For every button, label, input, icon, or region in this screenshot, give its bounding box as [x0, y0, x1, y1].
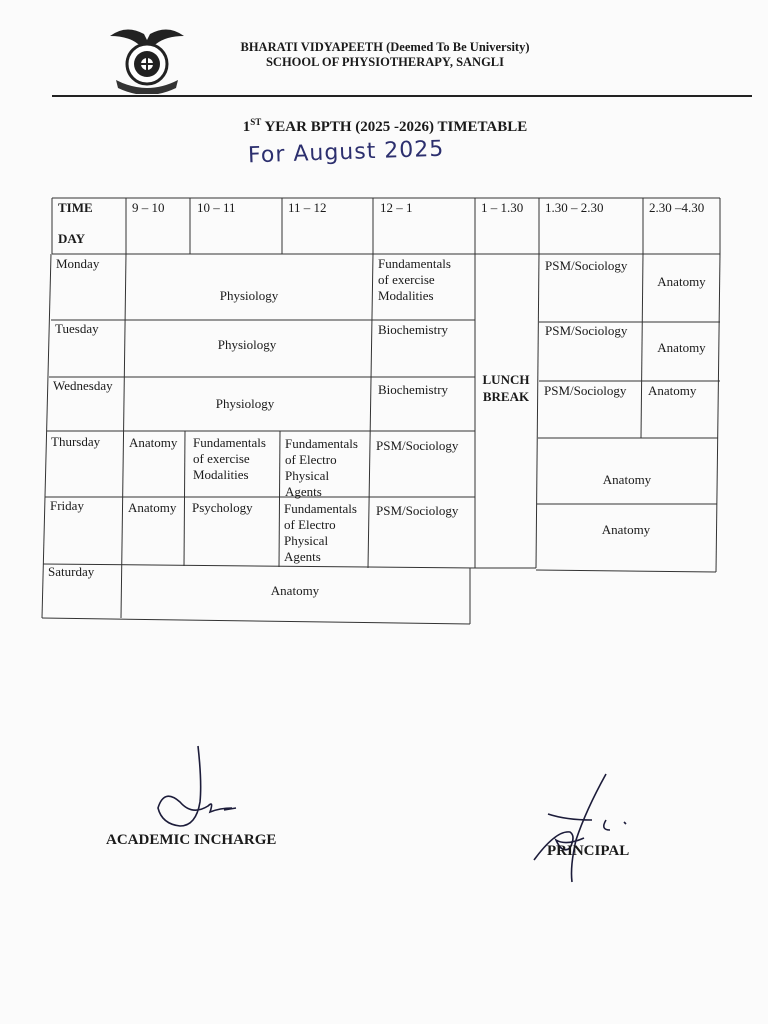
wednesday-psm: PSM/Sociology: [544, 383, 627, 398]
day-tuesday: Tuesday: [55, 321, 99, 336]
university-logo: [106, 22, 188, 94]
tuesday-psm: PSM/Sociology: [545, 323, 628, 338]
lunch-break: [475, 371, 537, 405]
wednesday-physiology: Physiology: [215, 396, 275, 411]
institution-header: [220, 40, 550, 70]
friday-s11-line: Physical: [284, 533, 329, 548]
header-rule: [52, 95, 752, 97]
tuesday-physiology: Physiology: [217, 337, 277, 352]
day-friday: Friday: [50, 498, 84, 513]
handwritten-month-note: For August 2025: [247, 136, 445, 169]
friday-s11-line: of Electro: [284, 517, 336, 532]
day-saturday: Saturday: [48, 564, 95, 579]
university-name: BHARATI VIDYAPEETH (Deemed To Be University): [240, 40, 530, 54]
tuesday-biochemistry: Biochemistry: [378, 322, 449, 337]
academic-incharge-signature: [140, 742, 250, 842]
thursday-s10-line: Fundamentals: [193, 435, 266, 450]
day-thursday: Thursday: [51, 434, 101, 449]
monday-noon-line: of exercise: [378, 272, 435, 287]
slot-12-1: 12 – 1: [380, 200, 413, 215]
day-monday: Monday: [56, 256, 100, 271]
break-label: BREAK: [482, 389, 530, 404]
wednesday-anatomy: Anatomy: [648, 383, 697, 398]
thursday-s11-line: of Electro: [285, 452, 337, 467]
friday-afternoon-anatomy: Anatomy: [601, 522, 651, 537]
title-rest: YEAR BPTH (2025 -2026) TIMETABLE: [261, 119, 528, 135]
friday-fundamentals-electro: [284, 501, 357, 565]
tuesday-anatomy: Anatomy: [657, 340, 706, 355]
slot-130-230: 1.30 – 2.30: [545, 200, 604, 215]
monday-physiology: Physiology: [219, 288, 279, 303]
day-header: DAY: [58, 231, 85, 246]
lunch-label: LUNCH: [482, 372, 530, 387]
thursday-fundamentals-electro: [285, 436, 358, 500]
thursday-psm: PSM/Sociology: [376, 438, 459, 453]
friday-psm: PSM/Sociology: [376, 503, 459, 518]
academic-incharge-label: ACADEMIC INCHARGE: [106, 832, 277, 848]
friday-psychology: Psychology: [192, 500, 253, 515]
thursday-s11-line: Fundamentals: [285, 436, 358, 451]
monday-noon-line: Modalities: [378, 288, 434, 303]
slot-11-12: 11 – 12: [288, 200, 327, 215]
principal-label: PRINCIPAL: [547, 843, 630, 859]
slot-9-10: 9 – 10: [132, 200, 165, 215]
monday-anatomy: Anatomy: [657, 274, 706, 289]
friday-s11-line: Agents: [284, 549, 321, 564]
title-year-suffix: ST: [250, 117, 262, 127]
title-year: 1: [242, 119, 251, 135]
slot-10-11: 10 – 11: [197, 200, 236, 215]
saturday-anatomy: Anatomy: [270, 583, 320, 598]
slot-230-430: 2.30 –4.30: [649, 200, 705, 215]
thursday-afternoon-anatomy: Anatomy: [602, 472, 652, 487]
thursday-s11-line: Agents: [285, 484, 322, 499]
principal-signature: [526, 770, 636, 890]
monday-noon-line: Fundamentals: [378, 256, 451, 271]
thursday-s11-line: Physical: [285, 468, 330, 483]
thursday-fundamentals-exercise: [193, 435, 266, 483]
friday-anatomy: Anatomy: [128, 500, 177, 515]
monday-psm: PSM/Sociology: [545, 258, 628, 273]
wednesday-biochemistry: Biochemistry: [378, 382, 449, 397]
thursday-anatomy: Anatomy: [129, 435, 178, 450]
thursday-s10-line: of exercise: [193, 451, 250, 466]
friday-s11-line: Fundamentals: [284, 501, 357, 516]
timetable-title: [150, 117, 620, 136]
day-wednesday: Wednesday: [53, 378, 113, 393]
slot-1-130: 1 – 1.30: [481, 200, 524, 215]
school-name: SCHOOL OF PHYSIOTHERAPY, SANGLI: [265, 55, 504, 69]
monday-noon: [378, 256, 451, 304]
time-header: TIME: [58, 200, 93, 215]
thursday-s10-line: Modalities: [193, 467, 249, 482]
